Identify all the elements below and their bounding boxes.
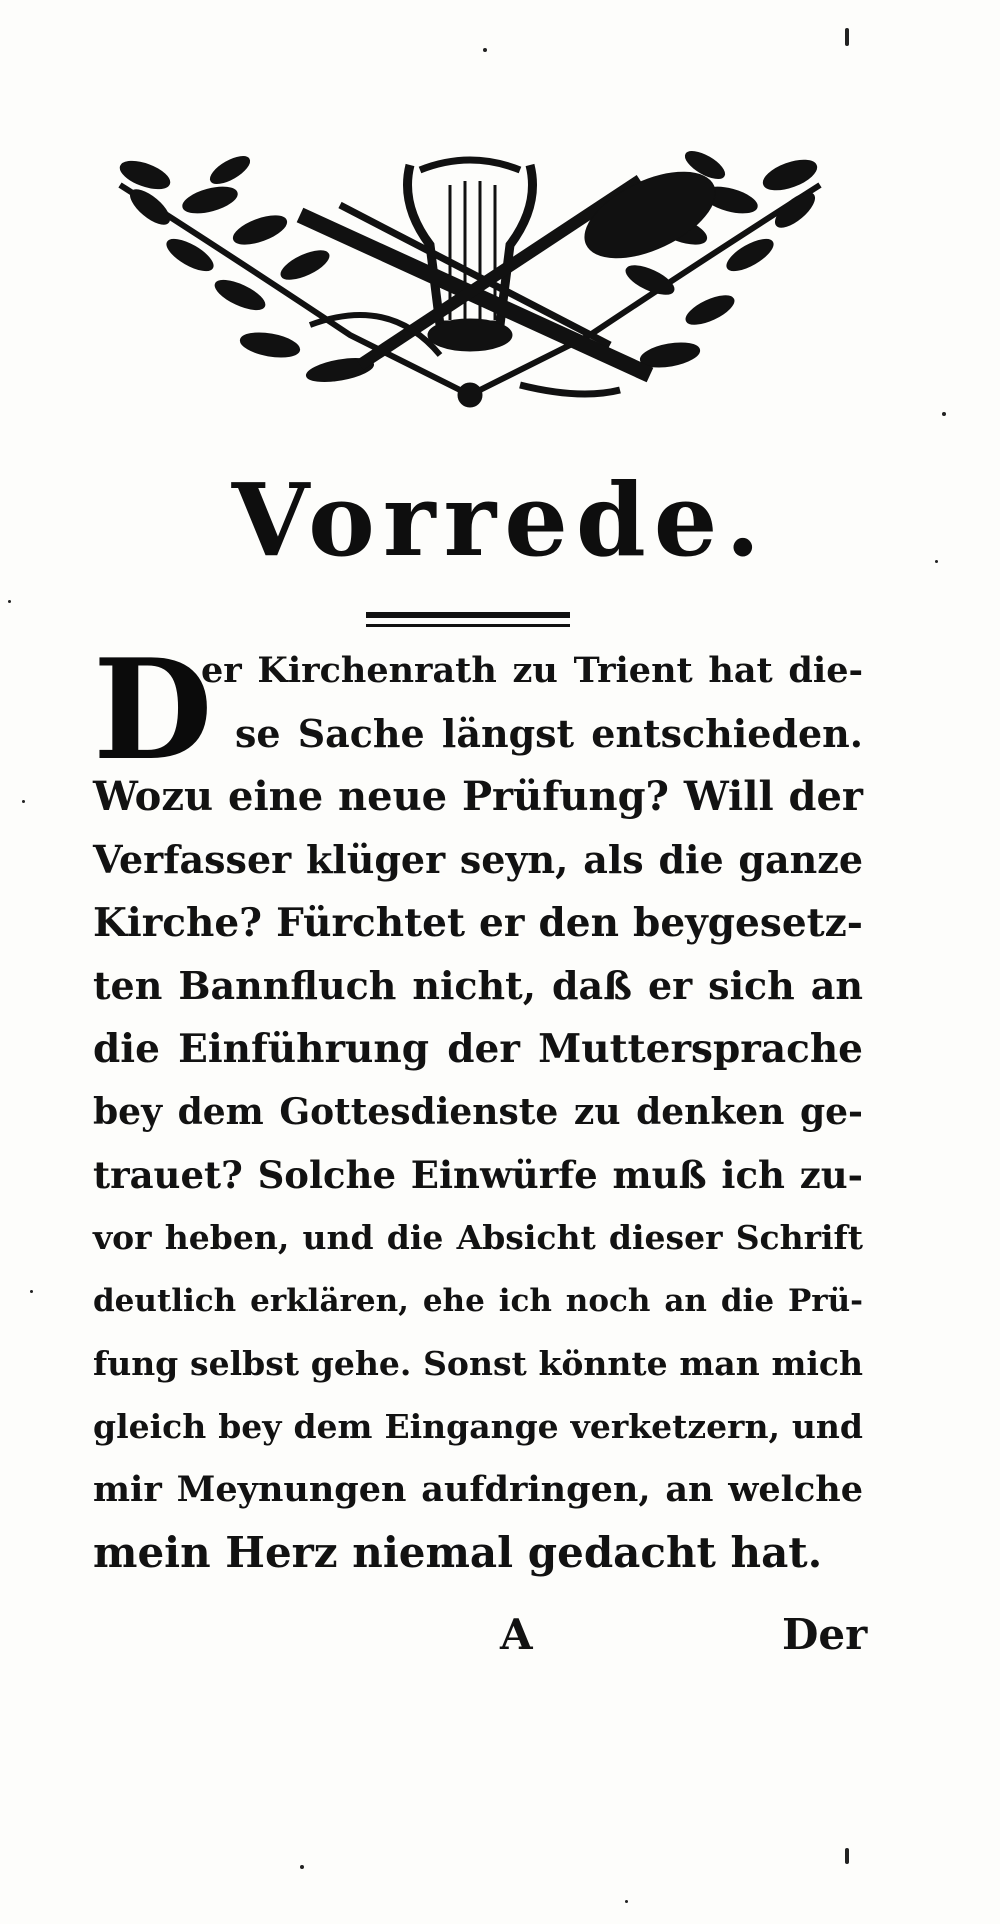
scan-speck	[845, 1848, 849, 1864]
drop-cap-initial: D	[93, 628, 213, 791]
heading-rule-thick	[366, 612, 570, 618]
signature-mark: A	[500, 1610, 533, 1659]
text-line: bey dem Gottesdienste zu denken ge-	[93, 1091, 863, 1133]
catchword: Der	[782, 1610, 868, 1659]
scan-speck	[942, 412, 946, 416]
page-title: Vorrede.	[231, 461, 769, 579]
text-line: Wozu eine neue Prüfung? Will der	[93, 773, 863, 820]
scan-speck	[30, 1290, 33, 1293]
text-line: Verfasser klüger seyn, als die ganze	[93, 837, 863, 882]
text-line: se Sache längst entschieden.	[235, 711, 863, 756]
text-line: mir Meynungen aufdringen, an welche	[93, 1469, 863, 1510]
text-line: vor heben, und die Absicht dieser Schrift	[93, 1218, 863, 1257]
scan-speck	[483, 48, 487, 52]
text-line: mein Herz niemal gedacht hat.	[93, 1528, 823, 1577]
text-line: fung selbst gehe. Sonst könnte man mich	[93, 1344, 863, 1383]
scan-speck	[22, 800, 25, 803]
text-line: deutlich erklären, ehe ich noch an die Prü-	[93, 1283, 863, 1319]
scan-speck	[845, 28, 849, 46]
text-line: Kirche? Fürchtet er den beygesetz-	[93, 900, 863, 946]
scan-speck	[300, 1865, 304, 1869]
text-line: ten Bannfluch nicht, daß er sich an	[93, 963, 863, 1008]
text-line: gleich bey dem Eingange verketzern, und	[93, 1407, 863, 1446]
text-line: er Kirchenrath zu Trient hat die-	[201, 650, 863, 691]
scan-speck	[8, 600, 11, 603]
scan-speck	[625, 1900, 628, 1903]
heading-rule-thin	[366, 624, 570, 627]
text-line: trauet? Solche Einwürfe muß ich zu-	[93, 1153, 863, 1197]
text-line: die Einführung der Muttersprache	[93, 1026, 863, 1072]
lyre-and-laurel-ornament-icon	[110, 145, 830, 415]
